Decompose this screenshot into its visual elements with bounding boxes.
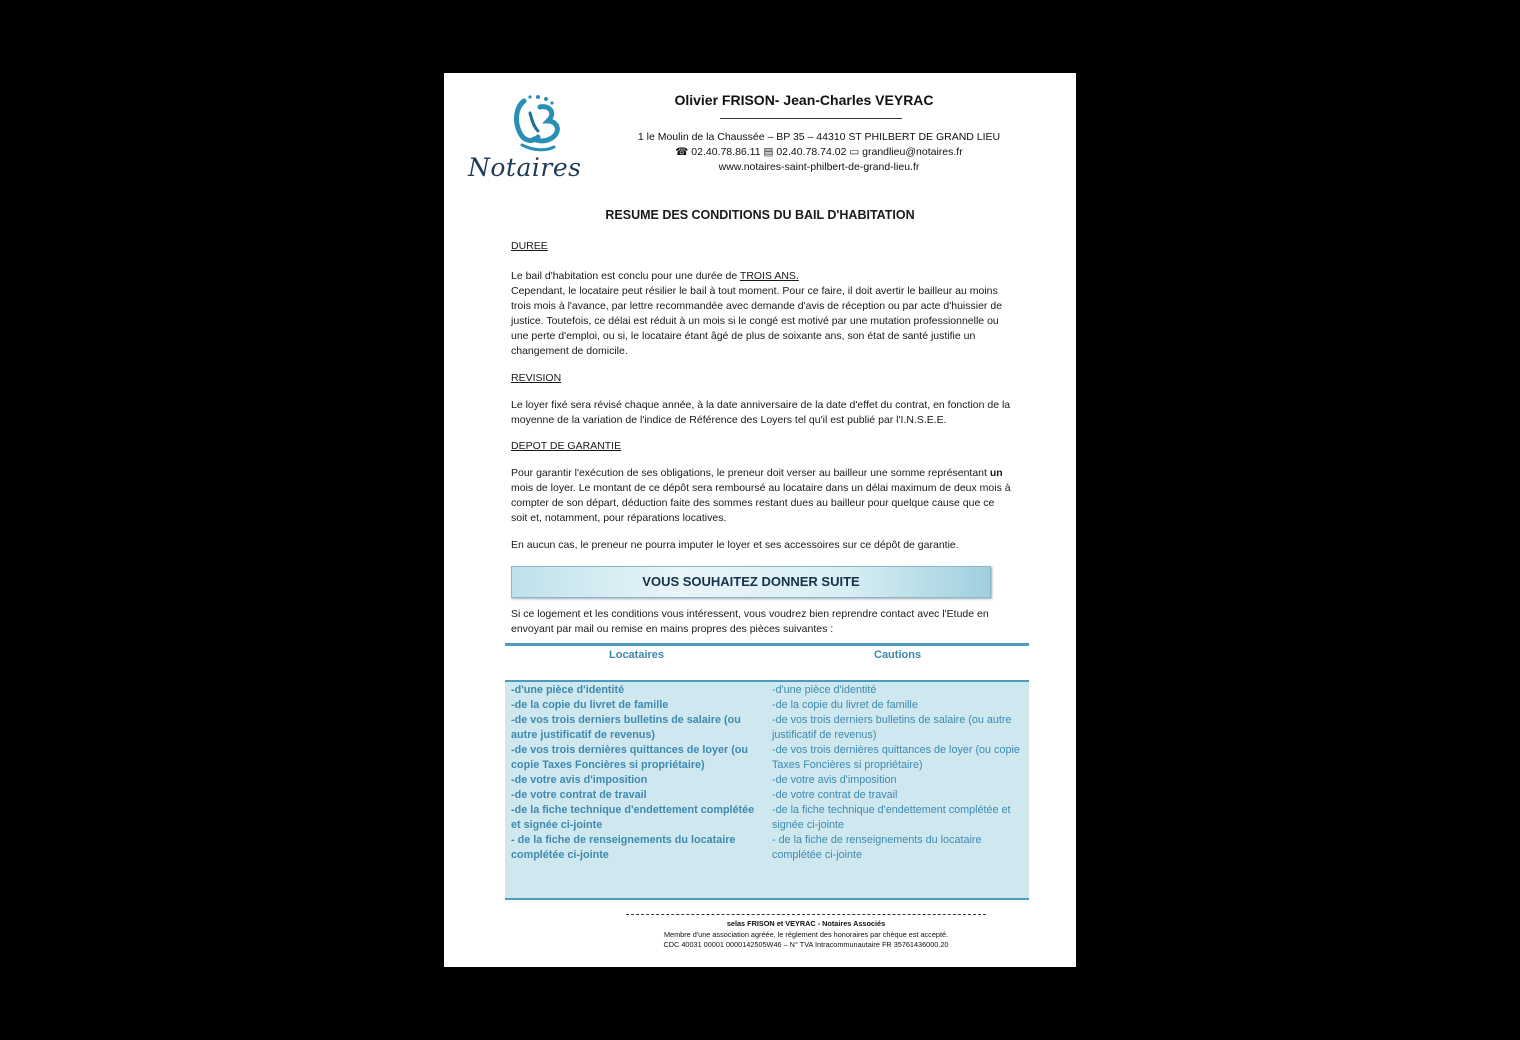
fax-number: ▤ 02.40.78.74.02: [763, 146, 847, 158]
duree-heading: DUREE: [511, 240, 548, 252]
list-item: -de la fiche technique d'endettement complétée et signée ci-jointe: [772, 804, 1011, 831]
depot-text-bold: un: [989, 467, 1003, 479]
columns-header: [505, 643, 1029, 682]
depot-text: [511, 466, 1011, 526]
address: 1 le Moulin de la Chaussée – BP 35 – 44310 ST PHILBERT DE GRAND LIEU: [637, 131, 1001, 143]
list-item: -de vos trois dernières quittances de loyer (ou copie Taxes Foncières si propriétaire): [772, 744, 1020, 771]
list-item: -de votre avis d'imposition: [511, 774, 648, 786]
notaires-emblem-icon: [494, 91, 574, 161]
duree-intro-line: [511, 269, 1011, 284]
revision-heading: REVISION: [511, 372, 562, 384]
list-item: - de la fiche de renseignements du locataire complétée ci-jointe: [772, 834, 982, 861]
cautions-title: Cautions: [874, 649, 922, 661]
list-item: -de vos trois derniers bulletins de salaire (ou autre justificatif de revenus): [772, 714, 1012, 741]
phone-number: ☎ 02.40.78.86.11: [675, 146, 761, 158]
documents-list-box: [505, 680, 1029, 900]
duree-text: Cependant, le locataire peut résilier le bail à tout moment. Pour ce faire, il doit avertir le bailleur au moins trois mois à l'avance, par lettre recommandée avec demande d'avis de réception ou par acte d'huissier de justice. Toutefois, ce délai est réduit à un mois si le congé est motivé par une mutation professionnelle ou une perte d'emploi, ou si, le locataire étant âgé de plus de soixante ans, son état de santé justifie un changement de domicile.: [511, 285, 1003, 357]
document-page: [444, 73, 1076, 967]
list-item: -de vos trois dernières quittances de loyer (ou copie Taxes Foncières si propriétaire): [511, 744, 748, 771]
suite-banner: VOUS SOUHAITEZ DONNER SUITE: [511, 566, 991, 598]
list-item: -de la copie du livret de famille: [511, 699, 669, 711]
website-link[interactable]: www.notaires-saint-philbert-de-grand-lieu.fr: [718, 161, 920, 173]
section-depot: [511, 439, 1011, 553]
footer-divider: [626, 914, 986, 915]
section-duree: [511, 239, 1011, 359]
list-item: -de votre contrat de travail: [772, 789, 898, 801]
section-revision: [511, 371, 1011, 428]
footer-company: selas FRISON et VEYRAC - Notaires Associés: [726, 919, 886, 928]
cautions-list: [772, 683, 1022, 863]
locataires-list: [511, 683, 761, 863]
list-item: -de votre avis d'imposition: [772, 774, 897, 786]
list-item: -d'une pièce d'identité: [511, 684, 625, 696]
depot-heading: DEPOT DE GARANTIE: [511, 440, 622, 452]
notary-names: Olivier FRISON- Jean-Charles VEYRAC: [674, 92, 934, 108]
revision-text: Le loyer fixé sera révisé chaque année, à la date anniversaire de la date d'effet du contrat, en fonction de la moyenne de la variation de l'indice de Référence des Loyers tel qu'il est publié par l'I.N.S.E.E.: [511, 399, 1011, 426]
list-item: -de la copie du livret de famille: [772, 699, 918, 711]
footer-bank-vat: CDC 40031 00001 0000142505W46 – N° TVA Intracommunautaire FR 35761436000.20: [663, 940, 949, 949]
footer: [594, 919, 1018, 951]
list-item: -de la fiche technique d'endettement complétée et signée ci-jointe: [511, 804, 755, 831]
depot-text-b: mois de loyer. Le montant de ce dépôt sera remboursé au locataire dans un délai maximum de deux mois à compter de son départ, déduction faite des sommes restant dues au bailleur pour quelque cause que ce soit et, notamment, pour réparations locatives.: [511, 482, 1011, 524]
header-divider: [720, 118, 902, 119]
duree-term: TROIS ANS.: [739, 270, 799, 282]
document-title: RESUME DES CONDITIONS DU BAIL D'HABITATION: [605, 208, 915, 222]
footer-membership: Membre d'une association agréée, le règlement des honoraires par chèque est accepté.: [663, 929, 949, 939]
email-address: ▭ grandlieu@notaires.fr: [849, 146, 963, 158]
list-item: -de votre contrat de travail: [511, 789, 647, 801]
locataires-title: Locataires: [609, 649, 665, 661]
list-item: - de la fiche de renseignements du locataire complétée ci-jointe: [511, 834, 736, 861]
contact-block: [634, 130, 1004, 175]
depot-text-a: Pour garantir l'exécution de ses obligations, le preneur doit verser au bailleur une somme représentant: [511, 467, 990, 479]
suite-text: Si ce logement et les conditions vous intéressent, vous voudrez bien reprendre contact avec l'Etude en envoyant par mail ou remise en mains propres des pièces suivantes :: [511, 608, 989, 635]
phone-fax-email-line: [634, 145, 1004, 160]
depot-text-2: En aucun cas, le preneur ne pourra imputer le loyer et ses accessoires sur ce dépôt de garantie.: [511, 539, 959, 551]
duree-intro: Le bail d'habitation est conclu pour une durée de: [511, 270, 740, 282]
notaires-logo: [466, 91, 596, 195]
list-item: -de vos trois derniers bulletins de salaire (ou autre justificatif de revenus): [511, 714, 741, 741]
logo-wordmark: Notaires: [468, 153, 582, 182]
list-item: -d'une pièce d'identité: [772, 684, 877, 696]
